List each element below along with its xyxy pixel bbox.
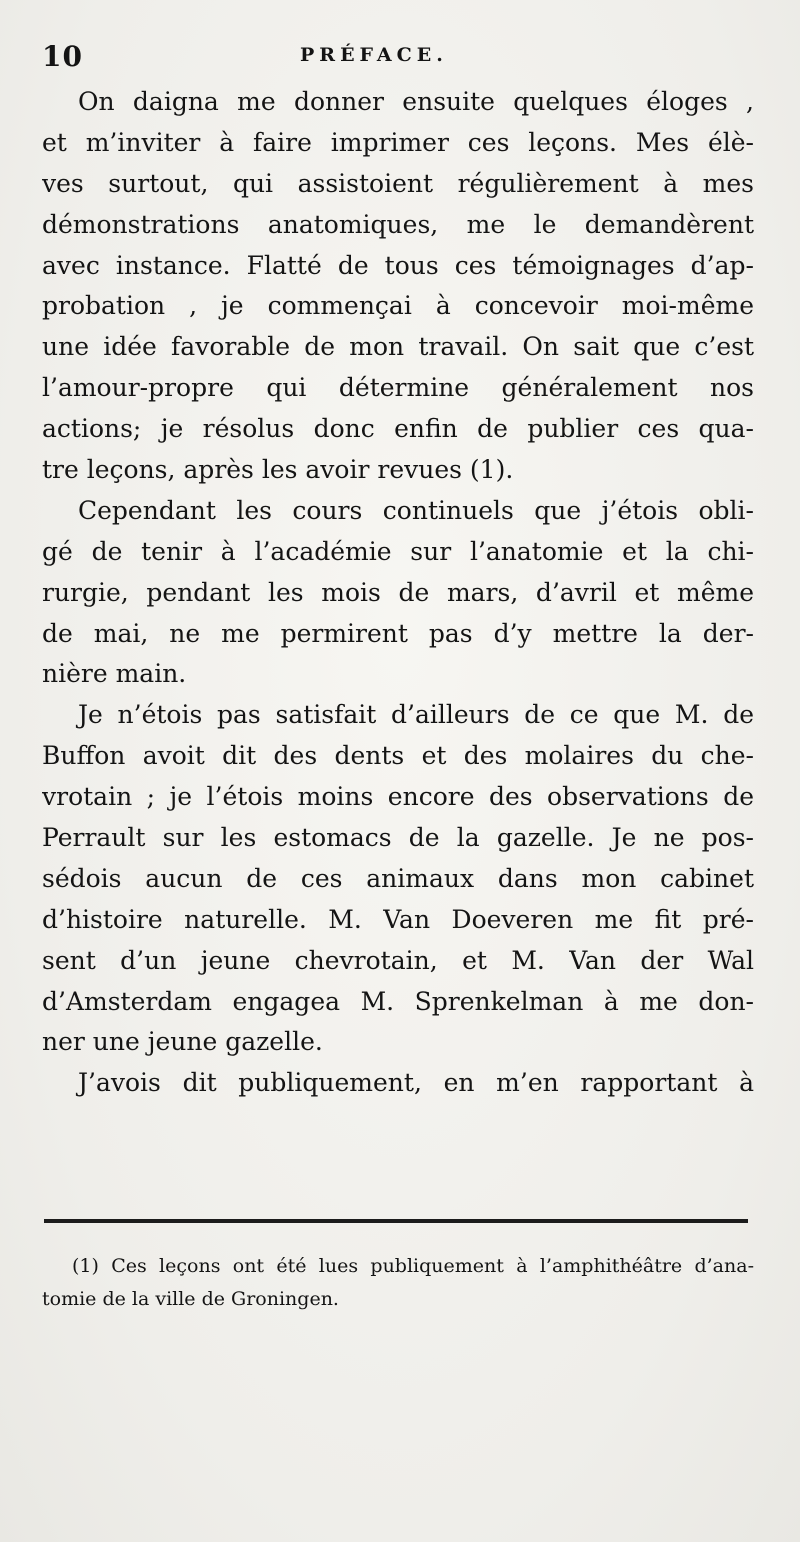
text-line: nière main. [42, 659, 187, 689]
text-line: vrotain ; je l’étois moins encore des observations de [42, 782, 754, 812]
text-line: une idée favorable de mon travail. On sait que c’est [42, 332, 754, 362]
running-head [42, 40, 742, 80]
footnote [42, 1250, 754, 1316]
text-line: avec instance. Flatté de tous ces témoignages d’ap- [42, 250, 754, 280]
text-line: Buffon avoit dit des dents et des molaires du che- [42, 741, 754, 771]
text-line: sent d’un jeune chevrotain, et M. Van der Wal [42, 945, 754, 975]
text-line: de mai, ne me permirent pas d’y mettre la der- [42, 618, 754, 648]
text-line: ner une jeune gazelle. [42, 1027, 323, 1057]
text-line: démonstrations anatomiques, me le demandèrent [42, 209, 754, 239]
text-line: Je n’étois pas satisfait d’ailleurs de ce que M. de [78, 700, 754, 730]
text-line: On daigna me donner ensuite quelques éloges , [78, 87, 754, 116]
running-title: PRÉFACE. [300, 44, 448, 66]
text-line: ves surtout, qui assistoient régulièrement à mes [42, 168, 754, 198]
text-line: d’histoire naturelle. M. Van Doeveren me fit pré- [42, 904, 754, 934]
text-line: probation , je commençai à concevoir moi-même [42, 291, 754, 321]
text-line: d’Amsterdam engagea M. Sprenkelman à me don- [42, 986, 754, 1016]
footnote-rule [44, 1219, 748, 1223]
text-line: Perrault sur les estomacs de la gazelle. Je ne pos- [42, 823, 754, 853]
text-line: J’avois dit publiquement, en m’en rapportant à [78, 1068, 754, 1098]
page-number: 10 [42, 40, 83, 73]
body-text [42, 82, 754, 1104]
text-line: rurgie, pendant les mois de mars, d’avril et même [42, 577, 754, 607]
footnote-line: tomie de la ville de Groningen. [42, 1288, 339, 1310]
footnote-line: (1) Ces leçons ont été lues publiquement à l’amphithéâtre d’ana- [72, 1255, 754, 1277]
text-line: et m’inviter à faire imprimer ces leçons. Mes élè- [42, 127, 754, 157]
text-line: gé de tenir à l’académie sur l’anatomie et la chi- [42, 536, 754, 566]
text-line: l’amour-propre qui détermine généralement nos [42, 373, 754, 403]
text-line: Cependant les cours continuels que j’étois obli- [78, 495, 754, 525]
text-line: sédois aucun de ces animaux dans mon cabinet [42, 863, 754, 893]
text-line: tre leçons, après les avoir revues (1). [42, 455, 514, 485]
text-line: actions; je résolus donc enfin de publier ces qua- [42, 414, 754, 444]
